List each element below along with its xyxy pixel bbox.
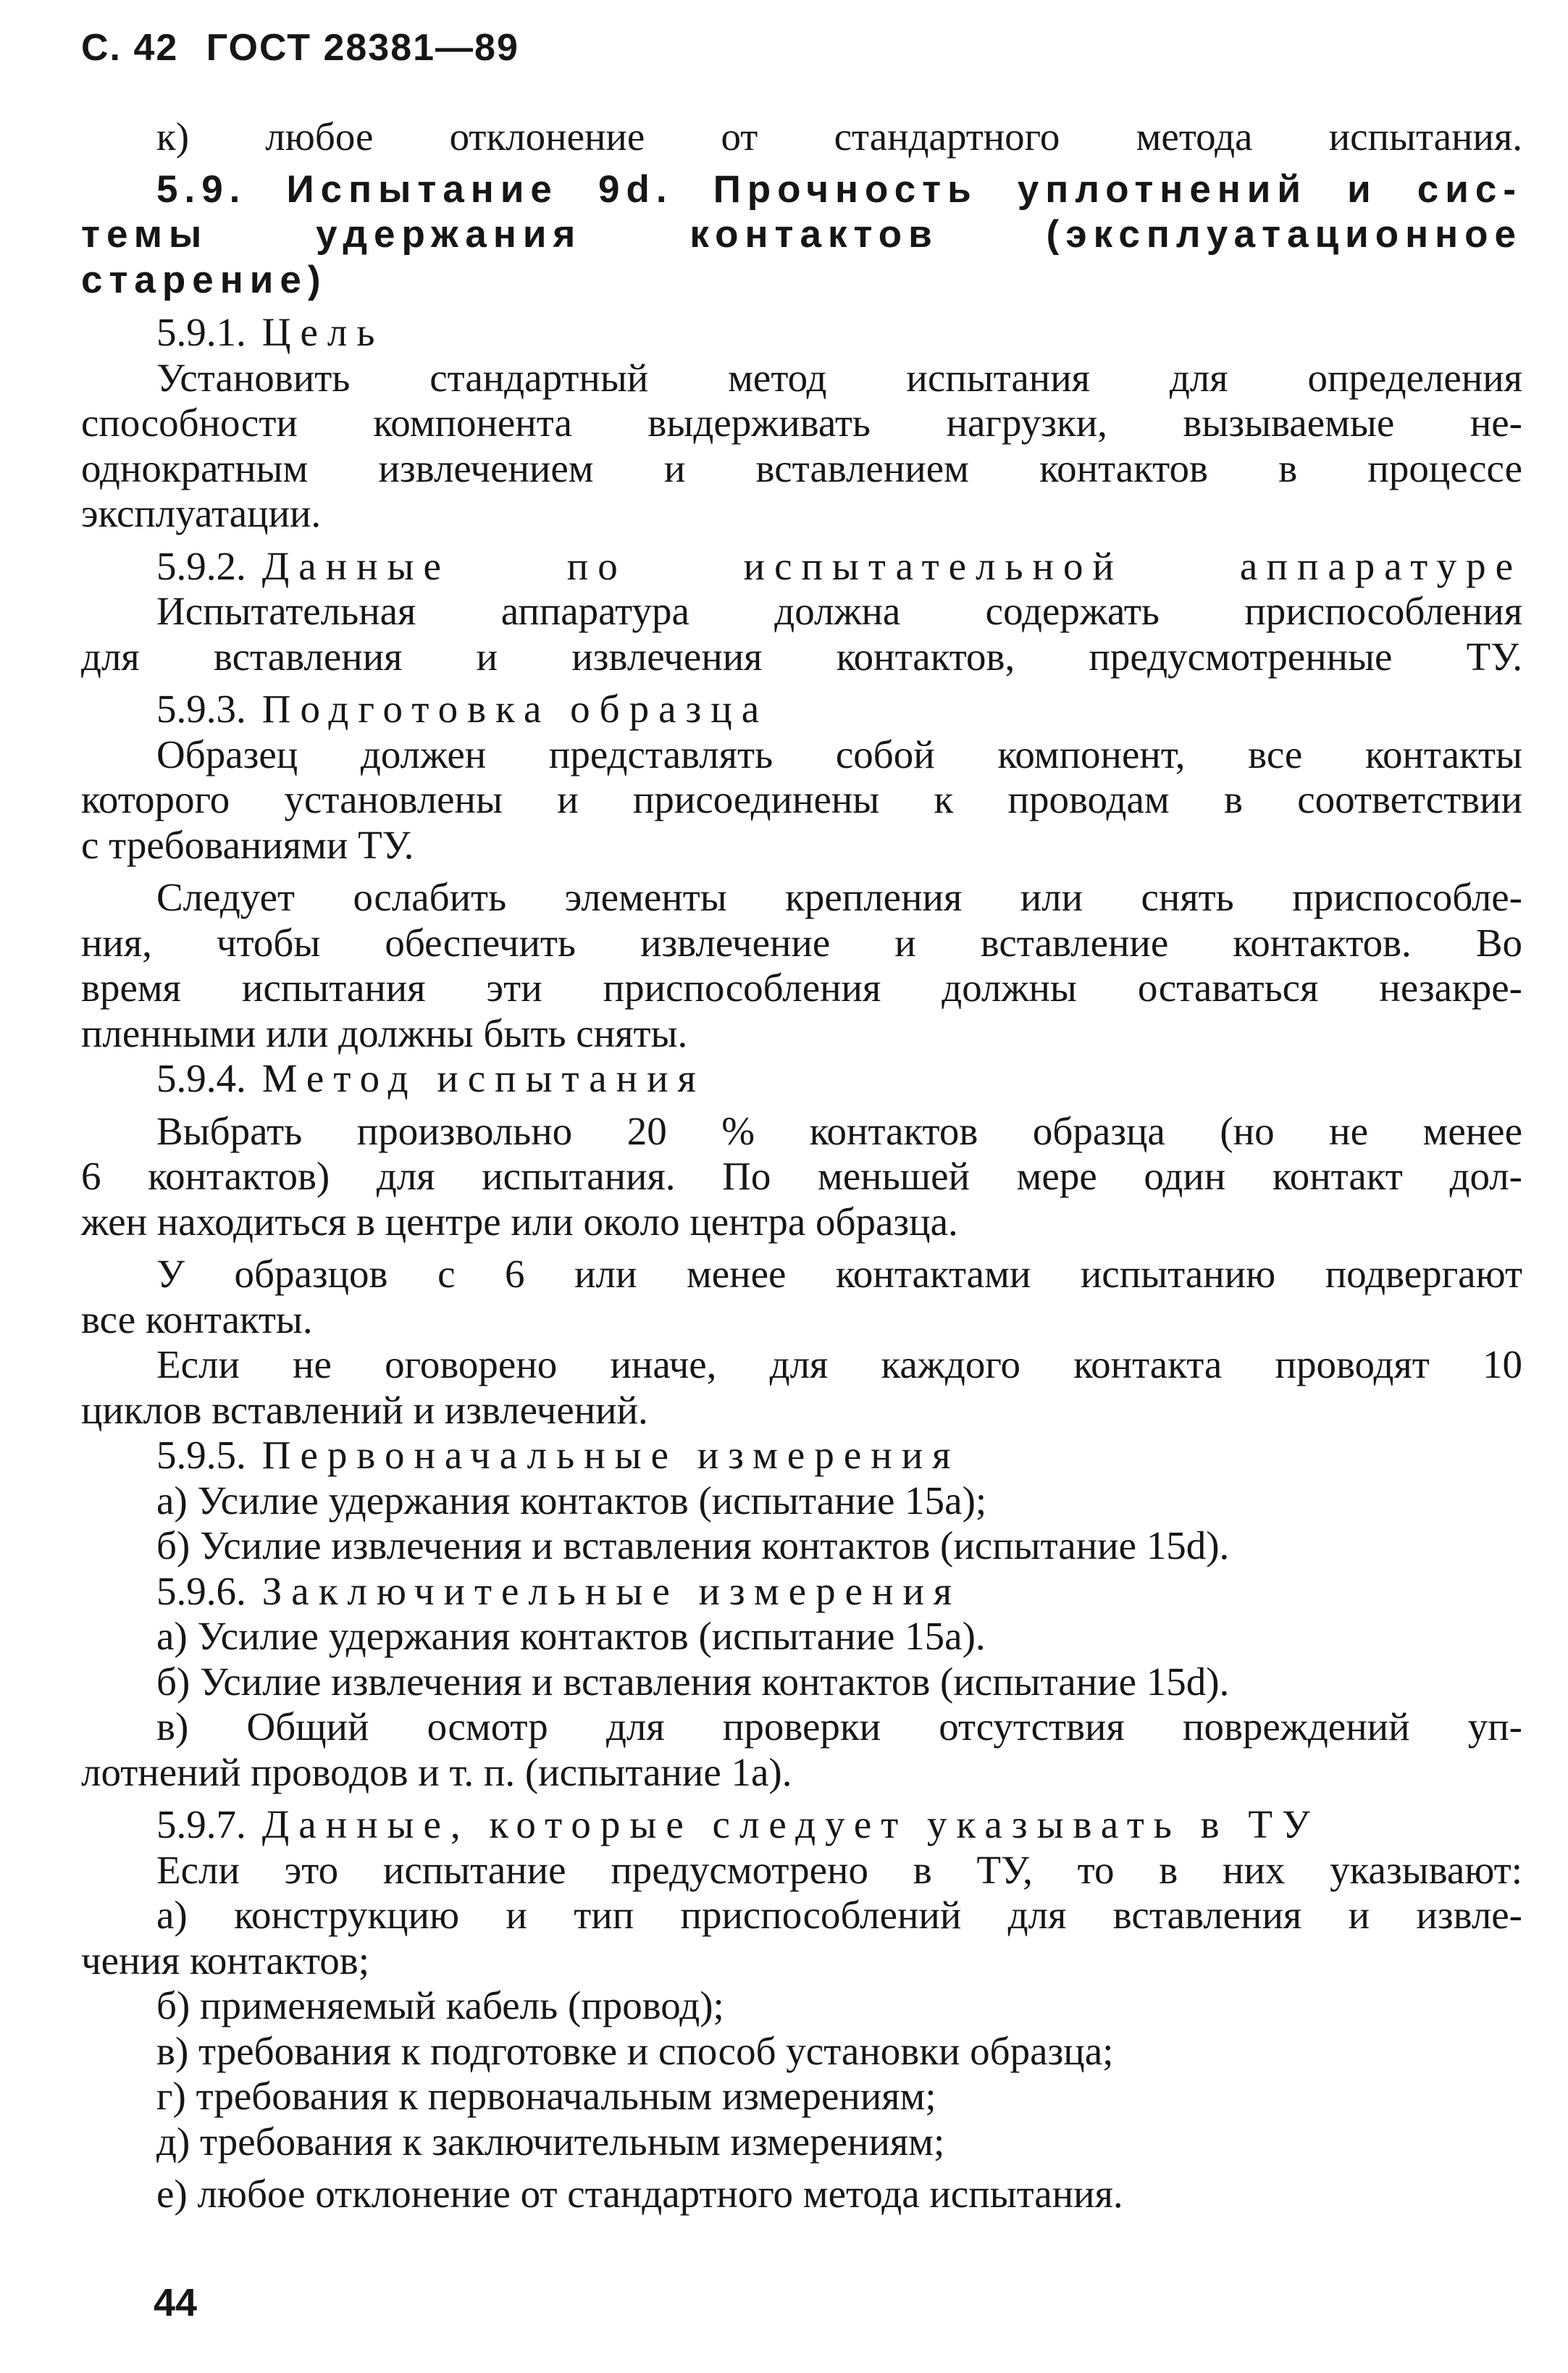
running-header xyxy=(81,26,535,70)
paragraph-line: ния, чтобы обеспечить извлечение и вставление контактов. Во xyxy=(81,920,1522,965)
paragraph-line: с требованиями ТУ. xyxy=(81,822,414,867)
page-label: С. 42 xyxy=(81,27,179,69)
paragraph-line: У образцов с 6 или менее контактами испытанию подвергают xyxy=(156,1252,1522,1296)
subsection-heading: 5.9.1. Цель xyxy=(156,310,385,354)
section-heading-line: темы удержания контактов (эксплуатационное xyxy=(81,213,1522,256)
list-item: лотнений проводов и т. п. (испытание 1a). xyxy=(81,1749,792,1794)
subsection-heading: 5.9.4. Метод испытания xyxy=(156,1056,705,1100)
list-item: б) Усилие извлечения и вставления контактов (испытание 15d). xyxy=(156,1523,1230,1568)
paragraph-line: Следует ослабить элементы крепления или снять приспособле- xyxy=(156,875,1522,919)
paragraph-line: все контакты. xyxy=(81,1297,313,1342)
paragraph-line: которого установлены и присоединены к проводам в соответствии xyxy=(81,777,1522,821)
list-item: г) требования к первоначальным измерениям; xyxy=(156,2074,936,2118)
list-item: а) Усилие удержания контактов (испытание 15a); xyxy=(156,1478,987,1523)
subsection-heading: 5.9.7. Данные, которые следует указывать в ТУ xyxy=(156,1802,1320,1846)
page-number: 44 xyxy=(154,2281,198,2324)
list-item: в) требования к подготовке и способ установки образца; xyxy=(156,2028,1114,2073)
list-item: д) требования к заключительным измерениям; xyxy=(156,2119,945,2164)
paragraph-line: пленными или должны быть сняты. xyxy=(81,1010,688,1055)
list-item: в) Общий осмотр для проверки отсутствия повреждений уп- xyxy=(156,1704,1522,1749)
paragraph-line: однократным извлечением и вставлением контактов в процессе xyxy=(81,445,1522,490)
paragraph-line: циклов вставлений и извлечений. xyxy=(81,1387,648,1432)
paragraph-line: Испытательная аппаратура должна содержать приспособления xyxy=(156,589,1522,633)
subsection-heading: 5.9.5. Первоначальные измерения xyxy=(156,1433,960,1477)
subsection-heading: 5.9.6. Заключительные измерения xyxy=(156,1568,962,1613)
list-item: е) любое отклонение от стандартного метода испытания. xyxy=(156,2172,1123,2216)
list-item: б) Усилие извлечения и вставления контактов (испытание 15d). xyxy=(156,1659,1230,1704)
paragraph-line: способности компонента выдерживать нагрузки, вызываемые не- xyxy=(81,401,1522,445)
paragraph-line: Образец должен представлять собой компонент, все контакты xyxy=(156,732,1522,777)
paragraph-line: Если не оговорено иначе, для каждого контакта проводят 10 xyxy=(156,1342,1522,1386)
paragraph-line: Выбрать произвольно 20 % контактов образца (но не менее xyxy=(156,1108,1522,1153)
document-body xyxy=(81,114,1522,2217)
paragraph-line: время испытания эти приспособления должны оставаться незакре- xyxy=(81,966,1522,1010)
paragraph-line: эксплуатации. xyxy=(81,491,322,535)
standard-designation: ГОСТ 28381—89 xyxy=(206,27,519,69)
paragraph-line: жен находиться в центре или около центра образца. xyxy=(81,1199,958,1244)
paragraph-line: Установить стандартный метод испытания для определения xyxy=(156,355,1522,400)
subsection-heading: 5.9.3. Подготовка образца xyxy=(156,687,769,731)
list-item: чения контактов; xyxy=(81,1938,370,1983)
section-heading-line: старение) xyxy=(81,258,327,301)
list-item: к) любое отклонение от стандартного метода испытания. xyxy=(156,114,1522,159)
list-item: а) конструкцию и тип приспособлений для вставления и извле- xyxy=(156,1893,1522,1937)
paragraph-line: Если это испытание предусмотрено в ТУ, то в них указывают: xyxy=(156,1847,1522,1892)
list-item: а) Усилие удержания контактов (испытание 15a). xyxy=(156,1614,986,1658)
list-item: б) применяемый кабель (провод); xyxy=(156,1983,724,2027)
subsection-heading: 5.9.2. Данные по испытательной аппаратуре xyxy=(156,543,1522,588)
paragraph-line: 6 контактов) для испытания. По меньшей мере один контакт дол- xyxy=(81,1154,1522,1198)
paragraph-line: для вставления и извлечения контактов, предусмотренные ТУ. xyxy=(81,634,1522,679)
section-heading-line: 5.9. Испытание 9d. Прочность уплотнений и сис- xyxy=(156,167,1522,211)
